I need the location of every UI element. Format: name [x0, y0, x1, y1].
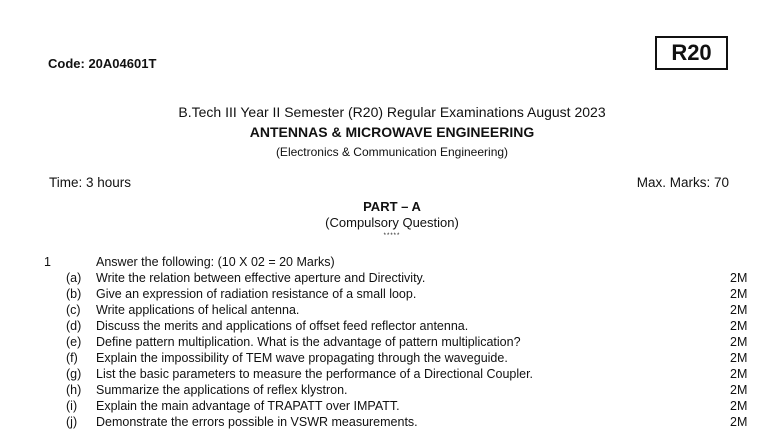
item-label: (b) [66, 287, 82, 301]
item-label: (h) [66, 383, 82, 397]
item-marks: 2M [730, 399, 748, 413]
item-text: Define pattern multiplication. What is the advantage of pattern multiplication? [96, 335, 521, 349]
question-item [0, 367, 784, 382]
item-text: List the basic parameters to measure the performance of a Directional Coupler. [96, 367, 534, 381]
max-marks: Max. Marks: 70 [636, 175, 729, 190]
item-text: Explain the impossibility of TEM wave propagating through the waveguide. [96, 351, 508, 365]
item-label: (e) [66, 335, 82, 349]
exam-title: B.Tech III Year II Semester (R20) Regular Examinations August 2023 [178, 104, 606, 120]
item-label: (g) [66, 367, 82, 381]
question-item [0, 399, 784, 414]
question-item [0, 271, 784, 286]
item-marks: 2M [730, 351, 748, 365]
question-item [0, 383, 784, 398]
exam-time: Time: 3 hours [49, 175, 132, 190]
exam-code: Code: 20A04601T [48, 56, 157, 71]
part-subtitle: (Compulsory Question) [325, 215, 459, 230]
question-item [0, 335, 784, 350]
question-item [0, 303, 784, 318]
question-instruction: Answer the following: (10 X 02 = 20 Marks) [96, 255, 335, 269]
item-marks: 2M [730, 271, 748, 285]
item-marks: 2M [730, 287, 748, 301]
item-text: Summarize the applications of reflex klystron. [96, 383, 348, 397]
item-text: Discuss the merits and applications of offset feed reflector antenna. [96, 319, 469, 333]
item-marks: 2M [730, 415, 748, 429]
item-label: (d) [66, 319, 82, 333]
item-label: (c) [66, 303, 81, 317]
part-title: PART – A [363, 199, 421, 214]
item-text: Give an expression of radiation resistance of a small loop. [96, 287, 417, 301]
item-label: (f) [66, 351, 78, 365]
item-text: Explain the main advantage of TRAPATT over IMPATT. [96, 399, 400, 413]
divider-stars: ***** [383, 233, 401, 239]
question-item [0, 319, 784, 334]
item-label: (a) [66, 271, 82, 285]
question-item [0, 351, 784, 366]
item-text: Demonstrate the errors possible in VSWR measurements. [96, 415, 418, 429]
question-number: 1 [44, 255, 51, 269]
department: (Electronics & Communication Engineering) [275, 145, 509, 159]
item-marks: 2M [730, 335, 748, 349]
question-item [0, 287, 784, 302]
item-label: (i) [66, 399, 78, 413]
regulation-badge: R20 [655, 36, 728, 70]
item-text: Write applications of helical antenna. [96, 303, 300, 317]
item-marks: 2M [730, 319, 748, 333]
item-label: (j) [66, 415, 78, 429]
item-text: Write the relation between effective aperture and Directivity. [96, 271, 426, 285]
item-marks: 2M [730, 367, 748, 381]
item-marks: 2M [730, 303, 748, 317]
question-item [0, 415, 784, 430]
item-marks: 2M [730, 383, 748, 397]
subject-title: ANTENNAS & MICROWAVE ENGINEERING [249, 124, 535, 140]
